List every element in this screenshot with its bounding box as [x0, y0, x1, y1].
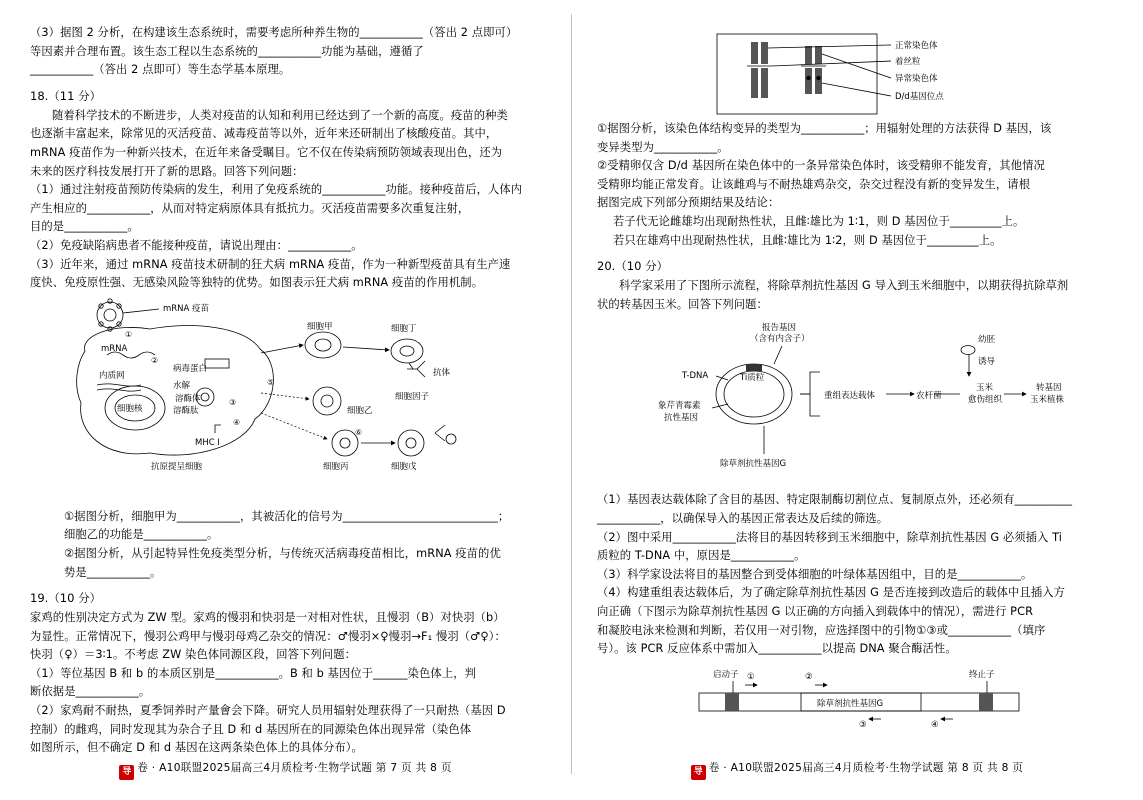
svg-text:水解: 水解	[172, 380, 190, 391]
chromosome-diagram	[709, 28, 1009, 120]
q19-item1-line2: 断依据是___________。	[30, 685, 151, 699]
publisher-badge: 导	[119, 765, 134, 780]
q18-body-3: mRNA 疫苗作为一种新兴技术，在近年来备受瞩目。它不仅在传染病预防领域表现出色，还为	[30, 145, 503, 159]
q19c-line-7: 若只在雄鸡中出现耐热性状，且雌∶雄比为 1∶2，则 D 基因位于_________上。	[613, 233, 1002, 247]
svg-text:农杆菌: 农杆菌	[916, 391, 942, 402]
q19c-line-6: 若子代无论雌雄均出现耐热性状，且雌∶雄比为 1∶1，则 D 基因位于_________上。	[613, 214, 1025, 228]
q18-item3-line1: （3）近年来，通过 mRNA 疫苗技术研制的狂犬病 mRNA 疫苗，作为一种新型疫苗具有生产速	[30, 257, 511, 271]
q20-item4-line3: 和凝胶电泳来检测和判断，若仅用一对引物，应选择图中的引物①③或___________（填序	[597, 623, 1046, 637]
svg-text:启动子: 启动子	[713, 669, 739, 680]
svg-text:T-DNA: T-DNA	[682, 371, 709, 382]
svg-text:①: ①	[124, 329, 132, 339]
q19-body-2: 为显性。正常情况下，慢羽公鸡甲与慢羽母鸡乙杂交的情况：♂慢羽×♀慢羽→F₁ 慢羽（♂♀）：	[30, 629, 506, 643]
q19-item1-line1: （1）等位基因 B 和 b 的本质区别是___________。B 和 b 基因位于______染色体上，判	[30, 666, 477, 680]
svg-text:D/d基因位点: D/d基因位点	[895, 92, 944, 102]
svg-text:④: ④	[931, 719, 939, 730]
svg-text:细胞甲: 细胞甲	[306, 321, 333, 332]
svg-text:抗体: 抗体	[432, 367, 450, 378]
q18-body-2: 也逐渐丰富起来，除常见的灭活疫苗、减毒疫苗等以外，近年来还研制出了核酸疫苗。其中，	[30, 127, 498, 141]
svg-text:细胞因子: 细胞因子	[394, 391, 429, 402]
q18-item1-line2: 产生相应的___________，从而对特定病原体具有抵抗力。灭活疫苗需要多次重复注射，	[30, 201, 470, 215]
publisher-badge-right: 导	[691, 765, 706, 780]
mrna-vaccine-figure	[30, 293, 549, 508]
svg-text:MHC I: MHC I	[194, 437, 220, 448]
q18-body-4: 未来的医疗科技发展打开了新的思路。回答下列问题：	[30, 164, 304, 178]
q18-body-1: 随着科学技术的不断进步，人类对疫苗的认知和利用已经达到了一个新的高度。疫苗的种类	[52, 108, 508, 122]
q19c-line-1: ①据图分析，该染色体结构变异的类型为___________；用辐射处理的方法获得 D 基因，该	[597, 122, 1052, 135]
svg-text:幼胚: 幼胚	[978, 335, 996, 346]
chromosome-figure	[597, 28, 1121, 120]
svg-text:mRNA: mRNA	[100, 343, 127, 354]
svg-text:溶酶肽: 溶酶肽	[172, 405, 199, 416]
q18-number: 18.（11 分）	[30, 88, 102, 103]
q19-item2-line1: （2）家鸡耐不耐热，夏季饲养时产量會会下降。研究人员用辐射处理获得了一只耐热（基因 D	[30, 704, 506, 718]
q18-item3-line2: 度快、免疫原性强、无感染风险等独特的优势。如图表示狂犬病 mRNA 疫苗的作用机制。	[30, 276, 484, 290]
svg-text:玉米植株: 玉米植株	[1030, 395, 1065, 406]
svg-text:细胞丁: 细胞丁	[390, 323, 417, 334]
svg-text:细胞丙: 细胞丙	[322, 461, 349, 472]
svg-text:⑤: ⑤	[266, 377, 274, 387]
q20-item3-line1: （3）科学家设法将目的基因整合到受体细胞的叶绿体基因组中，目的是___________。	[597, 567, 1033, 581]
svg-text:象芹青霉素: 象芹青霉素	[658, 401, 701, 412]
q18-after-2: 细胞乙的功能是___________。	[64, 528, 219, 542]
q20-body-1: 科学家采用了下图所示流程，将除草剂抗性基因 G 导入到玉米细胞中，以期获得抗除草剂	[619, 279, 1069, 293]
svg-text:终止子: 终止子	[969, 669, 995, 680]
svg-text:③: ③	[228, 397, 236, 407]
q17-line-2: 等因素并合理布置。该生态工程以生态系统的___________功能为基础，遵循了	[30, 44, 424, 58]
q18-item1-line1: （1）通过注射疫苗预防传染病的发生，利用了免疫系统的___________功能。接种疫苗后，人体内	[30, 183, 523, 197]
svg-text:⑥: ⑥	[354, 427, 362, 437]
q20-body-2: 状的转基因玉米。回答下列问题：	[597, 297, 768, 311]
q19-item2-line3: 如图所示，但不确定 D 和 d 基因在这两条染色体上的具体分布）。	[30, 741, 363, 755]
q19c-line-5: 据图完成下列部分预期结果及结论：	[597, 196, 780, 210]
svg-text:异常染色体: 异常染色体	[895, 74, 938, 84]
q20-item4-line1: （4）构建重组表达载体后，为了确定除草剂抗性基因 G 是否连接到改造后的载体中且插入方	[597, 586, 1066, 600]
q19c-line-2: 变异类型为___________。	[597, 140, 729, 154]
q18-after-3: ②据图分析，从引起特异性免疫类型分析，与传统灭活病毒疫苗相比，mRNA 疫苗的优	[64, 546, 501, 560]
q20-item4-line4: 号）。该 PCR 反应体系中需加入___________以提高 DNA 聚合酶活性。	[597, 642, 957, 656]
svg-text:转基因: 转基因	[1036, 383, 1062, 394]
mrna-vaccine-diagram	[55, 293, 525, 508]
svg-text:正常染色体: 正常染色体	[895, 41, 938, 51]
svg-text:细胞核: 细胞核	[116, 403, 143, 414]
q20-item2-line2: 质粒的 T-DNA 中，原因是___________。	[597, 549, 806, 563]
svg-text:Ti质粒: Ti质粒	[740, 373, 765, 384]
q18-after-1: ①据图分析，细胞甲为___________，其被活化的信号为___________________________；	[64, 509, 510, 523]
svg-text:mRNA 疫苗: mRNA 疫苗	[162, 303, 209, 314]
svg-text:④: ④	[232, 417, 240, 427]
svg-text:愈伤组织: 愈伤组织	[968, 395, 1003, 406]
q19-body-3: 快羽（♀）＝3∶1。不考虑 ZW 染色体同源区段，回答下列问题：	[30, 648, 357, 662]
svg-text:抗原提呈细胞: 抗原提呈细胞	[150, 461, 202, 472]
q19c-line-4: 受精卵均能正常发育。让该雌鸡与不耐热雄鸡杂交，杂交过程没有新的变异发生，请根	[597, 177, 1031, 191]
svg-text:玉米: 玉米	[976, 383, 994, 394]
left-page-column	[0, 0, 571, 800]
right-footer	[571, 760, 1143, 780]
primer-diagram	[669, 667, 1049, 737]
svg-text:（含有内含子）: （含有内含子）	[750, 334, 810, 345]
svg-text:报告基因: 报告基因	[762, 323, 797, 334]
left-footer	[0, 760, 571, 780]
q20-item2-line1: （2）图中采用___________法将目的基因转移到玉米细胞中，除草剂抗性基因 G 必须插入 Ti	[597, 530, 1063, 544]
transgenic-flow-figure	[597, 316, 1121, 491]
svg-text:②: ②	[150, 355, 158, 365]
svg-text:病毒蛋白: 病毒蛋白	[172, 363, 207, 374]
svg-text:诱导: 诱导	[978, 357, 996, 368]
q19-number: 19.（10 分）	[30, 591, 102, 606]
svg-text:着丝粒: 着丝粒	[895, 57, 921, 67]
svg-text:细胞戊: 细胞戊	[390, 461, 417, 472]
q17-line-3: ___________（答出 2 点即可）等生态学基本原理。	[30, 63, 291, 77]
q18-item1-line3: 目的是___________。	[30, 220, 139, 234]
q17-line-1: （3）据图 2 分析，在构建该生态系统时，需要考虑所种养生物的___________（答出 2 点即可）	[30, 26, 518, 39]
svg-text:内质网: 内质网	[98, 370, 125, 381]
q19-body-1: 家鸡的性别决定方式为 ZW 型。家鸡的慢羽和快羽是一对相对性状，且慢羽（B）对快羽（b）	[30, 611, 505, 625]
q20-item4-line2: 向正确（下图示为除草剂抗性基因 G 以正确的方向插入到载体中的情况），需进行 PCR	[597, 604, 1034, 618]
q19c-line-3: ②受精卵仅含 D/d 基因所在染色体中的一条异常染色体时，该受精卵不能发育，其他情况	[597, 159, 1045, 173]
q18-after-4: 势是___________。	[64, 565, 162, 579]
q20-item1-line1: （1）基因表达载体除了含目的基因、特定限制酶切割位点、复制原点外，还必须有__________	[597, 493, 1073, 507]
svg-text:②: ②	[805, 671, 813, 682]
q19-item2-line2: 控制）的雌鸡，同时发现其为杂合子且 D 和 d 基因所在的同源染色体出现异常（染色体	[30, 722, 472, 736]
left-footer-text: 卷 · A10联盟2025届高三4月质检考·生物学试题 第 7 页 共 8 页	[137, 762, 452, 774]
svg-text:除草剂抗性基因G: 除草剂抗性基因G	[817, 698, 884, 709]
right-footer-text: 卷 · A10联盟2025届高三4月质检考·生物学试题 第 8 页 共 8 页	[708, 762, 1024, 774]
svg-text:细胞乙: 细胞乙	[346, 405, 373, 416]
transgenic-flow-diagram	[624, 316, 1094, 491]
svg-text:溶酶体: 溶酶体	[174, 393, 201, 404]
svg-text:③: ③	[859, 719, 867, 730]
q20-number: 20.（10 分）	[597, 259, 669, 274]
q20-item1-line2: ___________，以确保导入的基因正常表达及后续的筛选。	[597, 511, 889, 525]
primer-figure	[597, 667, 1121, 737]
svg-text:重组表达载体: 重组表达载体	[824, 391, 876, 402]
svg-text:①: ①	[747, 671, 755, 682]
svg-text:抗性基因: 抗性基因	[664, 413, 699, 424]
right-page-column	[571, 0, 1143, 800]
svg-text:除草剂抗性基因G: 除草剂抗性基因G	[720, 459, 787, 470]
q18-item2-line1: （2）免疫缺陷病患者不能接种疫苗，请说出理由：___________。	[30, 238, 363, 252]
